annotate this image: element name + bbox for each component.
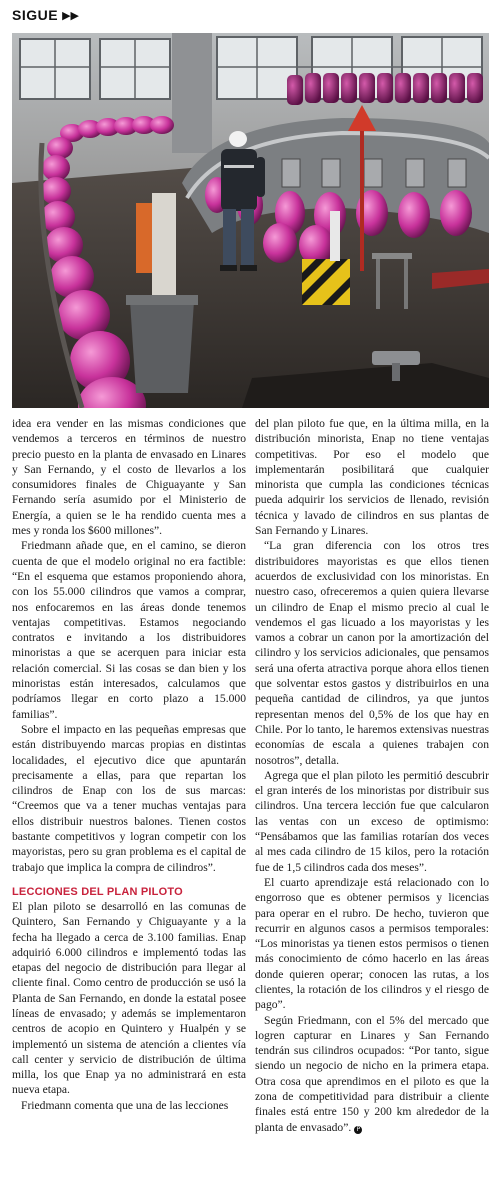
paragraph [255, 1013, 489, 1135]
continue-label: SIGUE [12, 7, 59, 23]
paragraph: El plan piloto se desarrolló en las comunas de Quintero, San Fernando y Chiguayante y a la fecha ha llegado a cerca de 3.100 familias. Enap adquirió 6.000 cilindros e implementó todas las etapas del negocio de distribución para llegar al cliente final. Como centro de producción se usó la Planta de San Fernando, en donde la estatal posee líneas de envasado; y además se implementaron centros de acopio en Quintero y Hualpén y se implementó un sistema de atención a clientes vía call center y servicio de distribución de última milla, los que Enap ya no administrará en esta nueva etapa. [12, 899, 246, 1097]
article-column-right [255, 416, 489, 1191]
paragraph: Agrega que el plan piloto les permitió descubrir el gran interés de los minoristas por distribuir sus cilindros. Una tercera lección fue que calcularon las ventas con un exceso de optimismo: “Pensábamos que las familias rotarían dos veces al mes cada cilindro de 15 kilos, pero la rotación fue de 1,5 cilindros cada dos meses”. [255, 768, 489, 874]
section-subheading: LECCIONES DEL PLAN PILOTO [12, 885, 183, 898]
end-of-article-mark-icon: P [354, 1126, 362, 1134]
paragraph: idea era vender en las mismas condiciones que vendemos a terceros en términos de nuestro precio puesto en la planta de envasado en Linares y San Fernando, y el costo de llevarlos a los consumidores finales de Chiguayante y San Fernando sería asumido por el Ministerio de Energía, a quien se le ha rendido cuenta mes a mes y ronda los $600 millones”. [12, 417, 246, 538]
article-body [12, 416, 489, 1191]
plant-worker-gas-cylinders-photo [12, 33, 489, 408]
paragraph: “La gran diferencia con los otros tres distribuidores mayoristas es que ellos tienen acuerdos de exclusividad con los minoristas. En nuestro caso, ofreceremos a quien quiera llevarse un cilindro de Enap el mismo precio al cual le vendemos el gas licuado a los mayoristas y les vamos a cobrar un canon por la amortización del cilindro y los servicios adicionales, que pensamos será una oferta atractiva porque ahora ellos tienen que solventar estos gastos y distribuirlos en una pequeña cantidad de cilindros, ya que juntos representan menos del 0,5% de los que hay en Chile. Por lo tanto, le haremos extensivas nuestras economías de escala a quienes trabajen con nosotros”, detalla. [255, 539, 489, 767]
paragraph: Sobre el impacto en las pequeñas empresas que están distribuyendo marcas propias en distintas localidades, el ejecutivo dice que apuntarán precisamente a ellas, para que repartan los cilindros de Enap con los de sus marcas: “Creemos que va a tener muchas ventajas para ellos distribuir nuestros balones. Tienen costos bastante competitivos y logran competir con los mayoristas, pero su gran problema es el capital de trabajo que implica la compra de cilindros”. [12, 722, 246, 874]
continue-header [12, 4, 79, 26]
paragraph: del plan piloto fue que, en la última milla, en la distribución minorista, Enap no tiene ventajas competitivas. Por eso el modelo que implementarán posibilitará que cualquier minorista que cumpla las condiciones técnicas pueda adquirir los servicios de llenado, revisión técnica y lavado de cilindros en sus plantas de San Fernando y Linares. [255, 417, 489, 538]
paragraph: El cuarto aprendizaje está relacionado con lo engorroso que es obtener permisos y licencias para operar en el rubro. De hecho, tuvieron que recurrir en algunos casos a permisos temporales: “Los minoristas ya tienen estos permisos o tienen más conocimiento de cómo hacerlo en las áreas donde quieren operar; conocen las rutas, a los clientes, la rotación de los cilindros y el riesgo de pago”. [255, 875, 489, 1012]
paragraph: Friedmann añade que, en el camino, se dieron cuenta de que el modelo original no era factible: “En el esquema que estamos proponiendo ahora, con los 55.000 cilindros que vamos a comprar, nos enfocaremos en las áreas donde tenemos ventajas competitivas. Estamos negociando contratos e invitando a los distribuidores minoristas a que se acerquen para iniciar esta relación comercial. Si las cosas se dan bien y los minoristas están interesados, calculamos que podríamos llegar en corto plazo a 15.000 familias”. [12, 539, 246, 721]
paragraph: Friedmann comenta que una de las lecciones [21, 1098, 229, 1112]
article-column-left [12, 416, 246, 1191]
paragraph-text: Según Friedmann, con el 5% del mercado que logren capturar en Linares y San Fernando tendrán sus cilindros ocupados: “Por tanto, sigue siendo un negocio de nicho en la primera etapa. Otra cosa que aprendimos en el piloto es que la zona de competitividad para distribuir a cliente finales está entre 150 y 200 km alrededor de la planta de envasado”. [255, 1013, 489, 1134]
double-right-arrow-icon: ▶▶ [62, 8, 79, 22]
